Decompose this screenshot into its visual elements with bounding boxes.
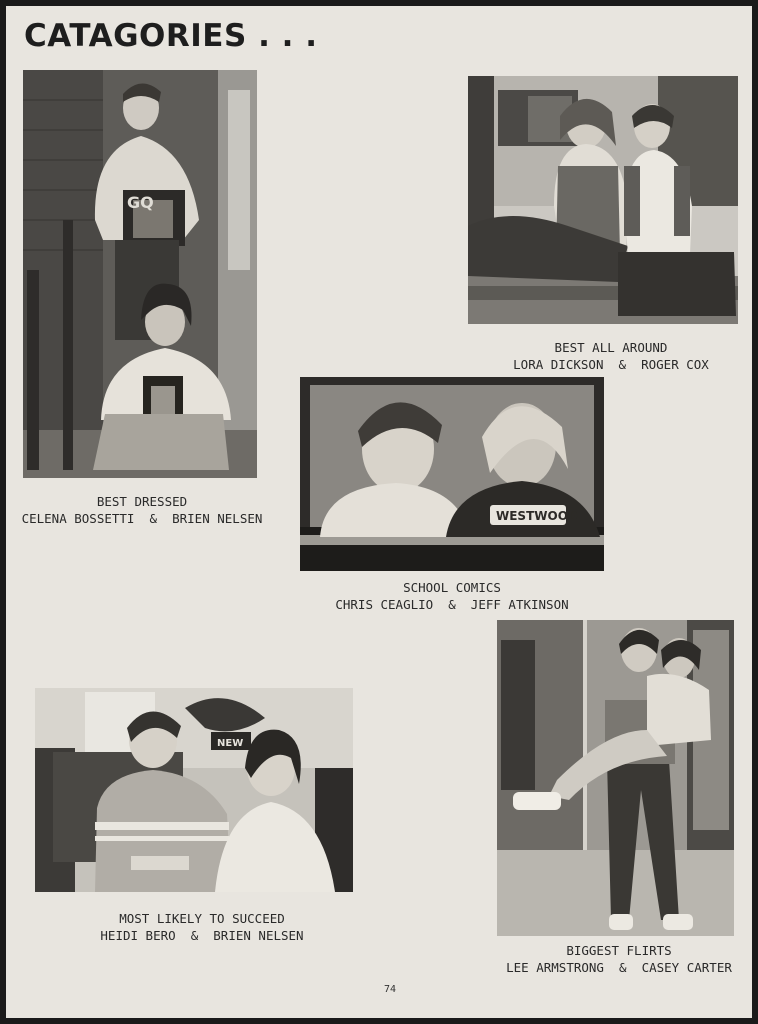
magazine-cover-text: GQ <box>127 193 154 212</box>
photo-best-dressed <box>23 70 257 478</box>
shirt-text: WESTWOOD <box>496 509 578 523</box>
names-label: LEE ARMSTRONG & CASEY CARTER <box>506 960 732 975</box>
page-title: CATAGORIES . . . <box>24 18 318 54</box>
caption-best-dressed <box>6 493 278 527</box>
photo-school-comics <box>300 377 604 571</box>
category-label: MOST LIKELY TO SUCCEED <box>119 911 285 926</box>
page-number: 74 <box>384 984 397 995</box>
caption-most-likely-to-succeed <box>46 910 358 944</box>
names-label: LORA DICKSON & ROGER COX <box>513 357 709 372</box>
names-label: CELENA BOSSETTI & BRIEN NELSEN <box>21 511 263 526</box>
caption-best-all-around <box>478 339 744 373</box>
names-label: HEIDI BERO & BRIEN NELSEN <box>100 928 304 943</box>
category-label: SCHOOL COMICS <box>403 580 501 595</box>
category-label: BIGGEST FLIRTS <box>566 943 672 958</box>
caption-school-comics <box>300 579 604 613</box>
sign-text: NEW <box>217 738 244 749</box>
photo-biggest-flirts <box>497 620 734 936</box>
photo-best-all-around <box>468 76 738 324</box>
names-label: CHRIS CEAGLIO & JEFF ATKINSON <box>335 597 569 612</box>
category-label: BEST DRESSED <box>96 494 188 509</box>
category-label: BEST ALL AROUND <box>554 340 668 355</box>
yearbook-page <box>6 6 752 1018</box>
photo-most-likely-to-succeed <box>35 688 353 892</box>
caption-biggest-flirts <box>488 942 750 976</box>
